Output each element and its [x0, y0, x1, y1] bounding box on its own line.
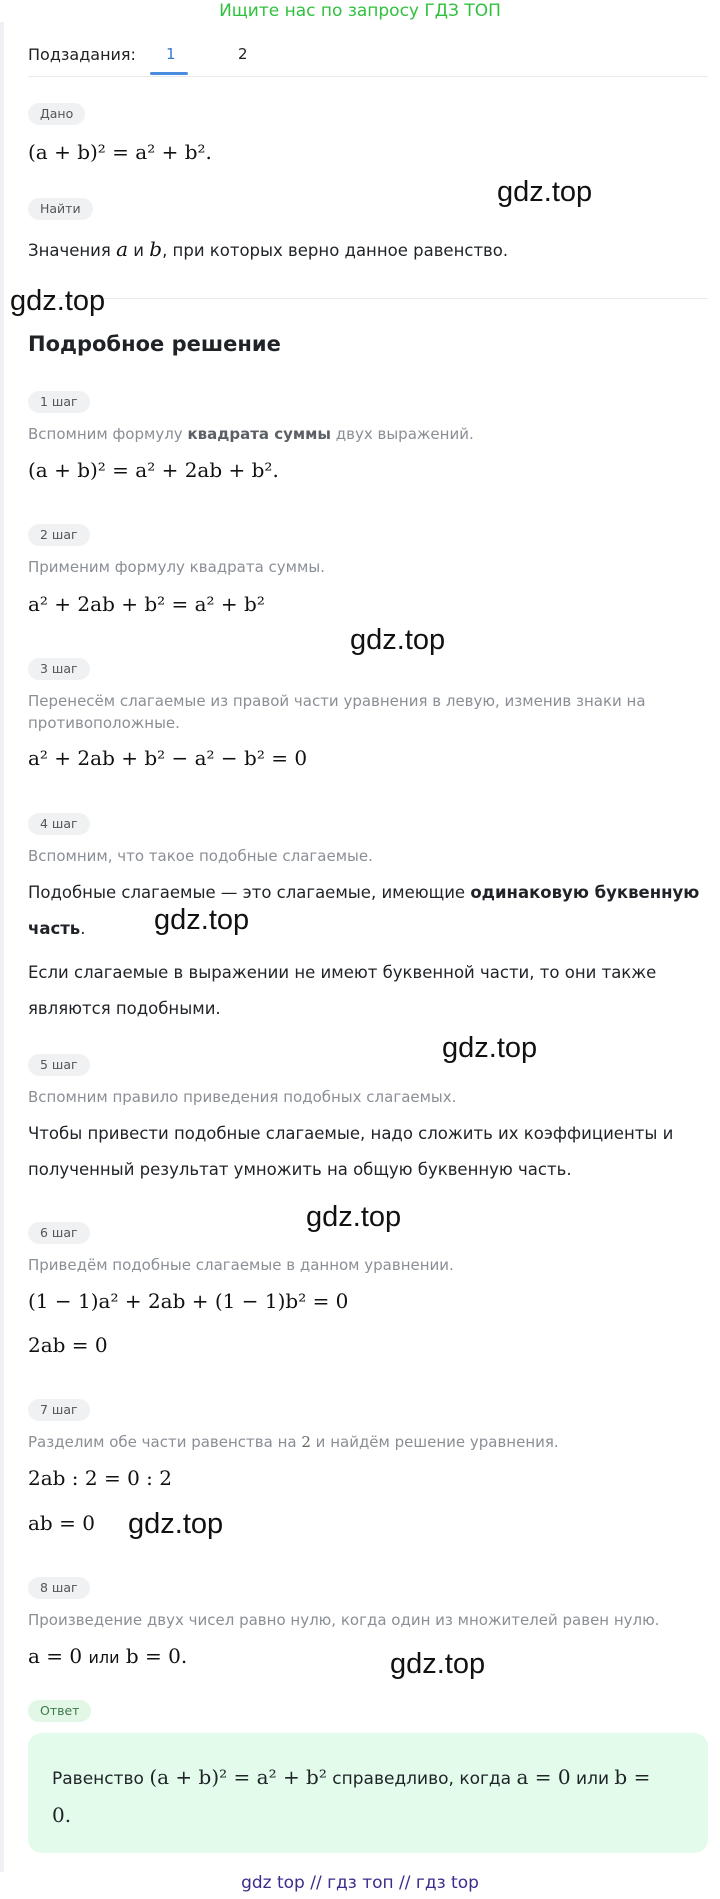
left-border	[0, 22, 4, 1872]
step-3-formula: a² + 2ab + b² − a² − b² = 0	[28, 746, 308, 770]
step-5-rule-line1: Чтобы привести подобные слагаемые, надо сложить их коэффициенты и	[28, 1124, 674, 1143]
step-6-formula-2: 2ab = 0	[28, 1333, 108, 1357]
step-4-text: Вспомним, что такое подобные слагаемые.	[28, 847, 373, 865]
answer-text: Равенство (a + b)² = a² + b² справедливо, когда a = 0 или b = 0.	[52, 1765, 651, 1827]
step-7-pill: 7 шаг	[28, 1399, 90, 1421]
subtasks-label: Подзадания:	[28, 45, 136, 64]
step-7-formula-1: 2ab : 2 = 0 : 2	[28, 1466, 173, 1490]
watermark: gdz.top	[442, 1032, 538, 1064]
active-tab-indicator	[150, 72, 188, 75]
step-3-text-line1: Перенесём слагаемые из правой части уравнения в левую, изменив знаки на	[28, 692, 646, 710]
given-pill: Дано	[28, 103, 85, 125]
answer-box	[28, 1733, 708, 1853]
find-text: Значения a и b, при которых верно данное равенство.	[28, 237, 509, 261]
watermark: gdz.top	[497, 176, 593, 208]
step-6-formula-1: (1 − 1)a² + 2ab + (1 − 1)b² = 0	[28, 1289, 349, 1313]
step-8-text: Произведение двух чисел равно нулю, когда один из множителей равен нулю.	[28, 1611, 660, 1629]
step-8-formula: a = 0 или b = 0.	[28, 1644, 188, 1668]
step-5-rule-line2: полученный результат умножить на общую буквенную часть.	[28, 1160, 572, 1179]
watermark: gdz.top	[128, 1508, 224, 1540]
watermark: gdz.top	[350, 624, 446, 656]
answer-pill: Ответ	[28, 1700, 91, 1722]
step-1-formula: (a + b)² = a² + 2ab + b².	[28, 458, 279, 482]
step-4-definition-line1: Подобные слагаемые — это слагаемые, имеющие одинаковую буквенную	[28, 883, 700, 902]
tab-subtask-1[interactable]: 1	[166, 45, 176, 63]
find-pill: Найти	[28, 198, 93, 220]
step-8-pill: 8 шаг	[28, 1577, 90, 1599]
step-2-pill: 2 шаг	[28, 524, 90, 546]
step-2-text: Применим формулу квадрата суммы.	[28, 558, 325, 576]
watermark: gdz.top	[306, 1201, 402, 1233]
section-divider	[28, 298, 708, 299]
step-5-pill: 5 шаг	[28, 1054, 90, 1076]
step-5-text: Вспомним правило приведения подобных слагаемых.	[28, 1088, 457, 1106]
watermark: gdz.top	[154, 904, 250, 936]
step-1-pill: 1 шаг	[28, 391, 90, 413]
step-6-pill: 6 шаг	[28, 1222, 90, 1244]
step-7-text: Разделим обе части равенства на 2 и найдём решение уравнения.	[28, 1433, 559, 1451]
step-4-pill: 4 шаг	[28, 813, 90, 835]
step-4-note-line1: Если слагаемые в выражении не имеют буквенной части, то они также	[28, 963, 657, 982]
step-6-text: Приведём подобные слагаемые в данном уравнении.	[28, 1256, 454, 1274]
subtask-tabs	[28, 40, 708, 77]
step-1-text: Вспомним формулу квадрата суммы двух выражений.	[28, 425, 474, 443]
watermark: gdz.top	[390, 1648, 486, 1680]
search-banner[interactable]: Ищите нас по запросу ГДЗ ТОП	[219, 1, 501, 21]
given-formula: (a + b)² = a² + b².	[28, 140, 212, 164]
tab-subtask-2[interactable]: 2	[238, 45, 248, 63]
step-2-formula: a² + 2ab + b² = a² + b²	[28, 592, 265, 616]
step-7-formula-2: ab = 0	[28, 1511, 95, 1535]
step-3-text-line2: противоположные.	[28, 714, 180, 732]
step-4-definition-line2: часть.	[28, 919, 86, 938]
step-3-pill: 3 шаг	[28, 658, 90, 680]
solution-heading: Подробное решение	[28, 332, 281, 356]
footer-links[interactable]: gdz top // гдз топ // гдз top	[241, 1873, 479, 1893]
watermark: gdz.top	[10, 285, 106, 317]
step-4-note-line2: являются подобными.	[28, 999, 221, 1018]
